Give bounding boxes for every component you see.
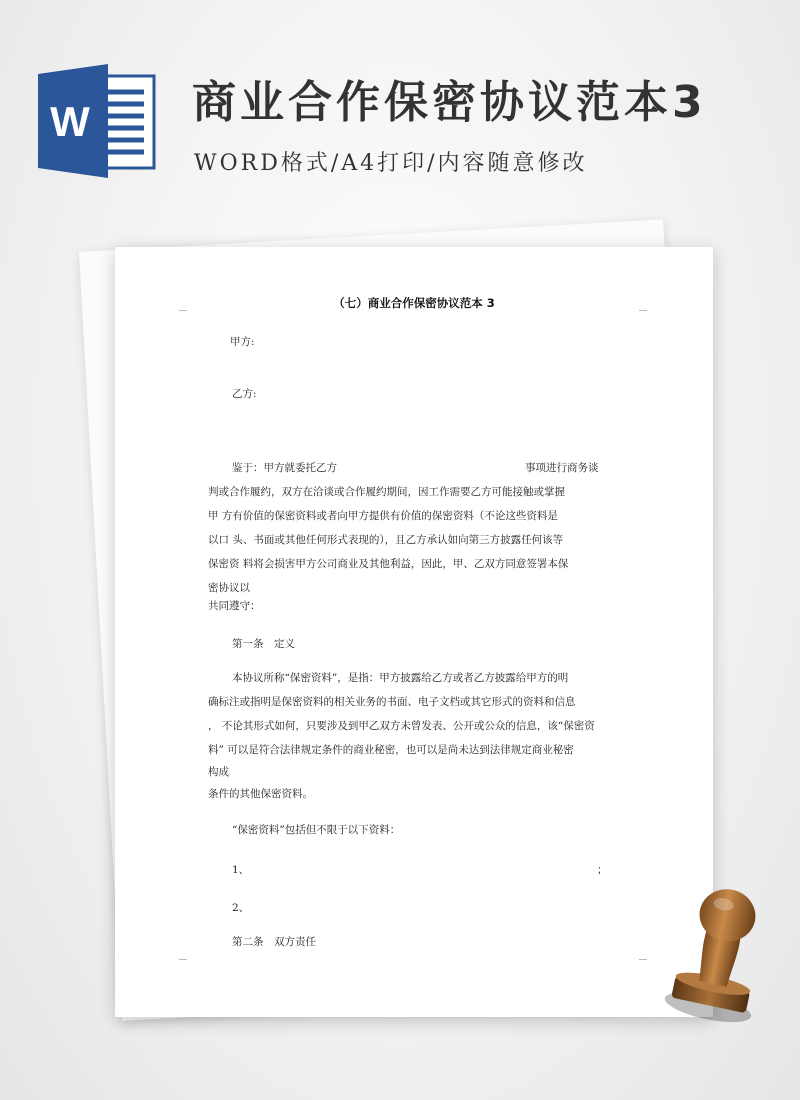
recital-line: 以口 头、书面或其他任何形式表现的），且乙方承认如向第三方披露任何该等 bbox=[208, 534, 564, 546]
definition-line: 料” 可以是符合法律规定条件的商业秘密，也可以是尚未达到法律规定商业秘密 bbox=[208, 744, 574, 756]
word-icon-letter: W bbox=[50, 98, 90, 145]
recital-tail: 事项进行商务谈 bbox=[525, 462, 599, 474]
word-icon bbox=[38, 64, 158, 178]
recital-lead: 鉴于：甲方就委托乙方 bbox=[232, 462, 337, 474]
crop-mark bbox=[179, 959, 187, 960]
document-title: （七）商业合作保密协议范本 3 bbox=[333, 296, 495, 310]
recital-line: 共同遵守： bbox=[208, 600, 261, 612]
list-item-1: 1、 bbox=[232, 864, 250, 876]
header-banner bbox=[0, 0, 800, 200]
article-1-heading: 第一条 定义 bbox=[232, 638, 295, 650]
page-subtitle: WORD格式/A4打印/内容随意修改 bbox=[194, 151, 588, 176]
party-a-label: 甲方: bbox=[230, 336, 255, 348]
definition-line: 确标注或指明是保密资料的相关业务的书面、电子文档或其它形式的资料和信息 bbox=[208, 696, 576, 708]
list-item-1-end: ； bbox=[597, 864, 608, 876]
party-b-label: 乙方: bbox=[232, 388, 257, 400]
definition-line: ， 不论其形式如何，只要涉及到甲乙双方未曾发表、公开或公众的信息，该“保密资 bbox=[208, 720, 595, 732]
recital-line: 判或合作履约，双方在洽谈或合作履约期间，因工作需要乙方可能接触或掌握 bbox=[208, 486, 565, 498]
definition-line: 本协议所称“保密资料”，是指：甲方披露给乙方或者乙方披露给甲方的明 bbox=[232, 672, 569, 684]
scope-line: “保密资料”包括但不限于以下资料： bbox=[232, 824, 401, 836]
recital-line: 甲 方有价值的保密资料或者向甲方提供有价值的保密资料（不论这些资料是 bbox=[208, 510, 558, 522]
definition-line: 条件的其他保密资料。 bbox=[208, 788, 313, 800]
definition-line: 构成 bbox=[208, 766, 229, 778]
recital-line: 密协议以 bbox=[208, 582, 250, 594]
crop-mark bbox=[639, 959, 647, 960]
recital-line: 保密资 料将会损害甲方公司商业及其他利益，因此，甲、乙双方同意签署本保 bbox=[208, 558, 569, 570]
list-item-2: 2、 bbox=[232, 902, 250, 914]
article-2-heading: 第二条 双方责任 bbox=[232, 936, 316, 948]
page-title: 商业合作保密协议范本3 bbox=[192, 77, 707, 128]
document-page bbox=[115, 247, 713, 1017]
stamp-image bbox=[655, 880, 780, 1030]
